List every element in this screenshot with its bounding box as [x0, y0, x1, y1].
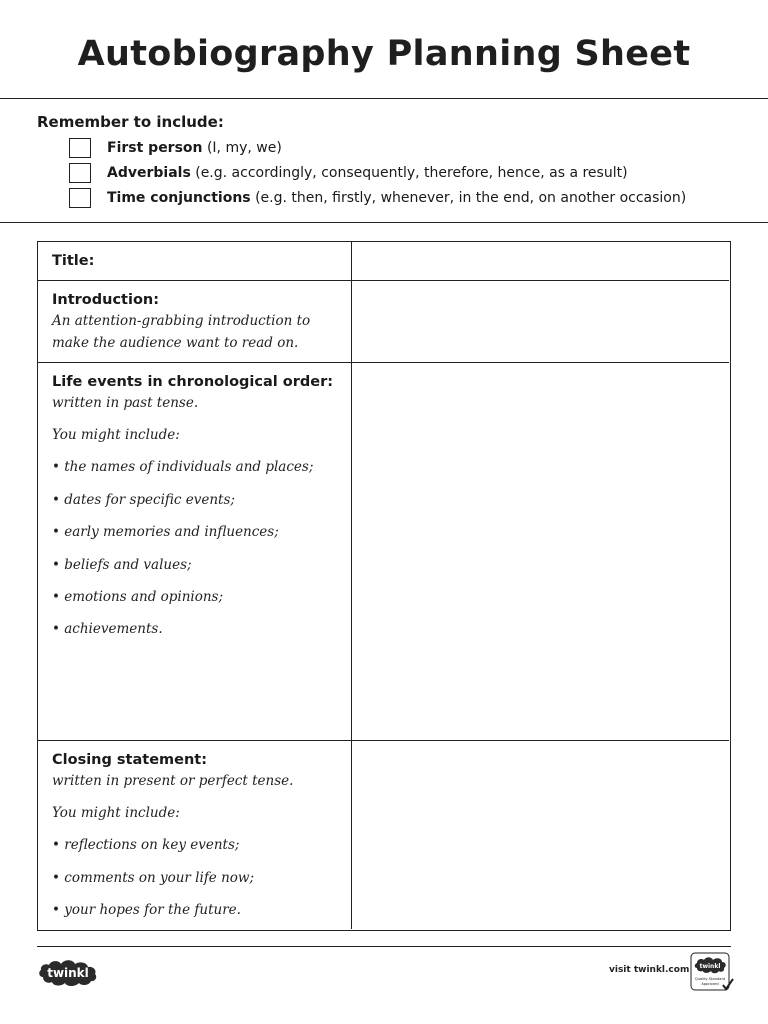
checklist-detail: (e.g. then, firstly, whenever, in the end, on another occasion) — [250, 190, 687, 206]
list-item: • early memories and influences; — [52, 524, 279, 541]
visit-link[interactable]: visit twinkl.com — [609, 965, 690, 975]
checklist-item-adverbials[interactable] — [69, 162, 628, 184]
checkbox[interactable] — [69, 138, 91, 158]
life-events-heading: Life events in chronological order: — [52, 374, 334, 390]
planning-table — [37, 241, 731, 931]
closing-heading: Closing statement: — [52, 752, 208, 768]
life-events-input-cell[interactable] — [352, 363, 729, 740]
footer-divider — [37, 946, 731, 947]
closing-sub: You might include: — [52, 805, 180, 821]
badge-bottom-text: Approved — [701, 982, 719, 986]
title-label-cell — [38, 242, 352, 280]
badge-top-text: twinkl — [699, 963, 721, 970]
introduction-heading: Introduction: — [52, 292, 160, 308]
title-label: Title: — [52, 253, 95, 269]
closing-input-cell[interactable] — [352, 741, 729, 929]
checklist-label: Time conjunctions — [107, 190, 251, 206]
introduction-label-cell — [38, 281, 352, 362]
closing-label-cell — [38, 741, 352, 929]
checkbox[interactable] — [69, 163, 91, 183]
closing-desc: written in present or perfect tense. — [52, 773, 294, 789]
list-item: • the names of individuals and places; — [52, 459, 314, 476]
list-item: • your hopes for the future. — [52, 902, 241, 919]
life-events-row — [38, 363, 729, 741]
list-item: • achievements. — [52, 621, 163, 638]
badge-bottom-text: Quality Standard — [694, 977, 726, 981]
closing-statement-row — [38, 741, 729, 929]
checklist-label: Adverbials — [107, 165, 191, 181]
life-events-sub: You might include: — [52, 427, 180, 443]
checklist-detail: (I, my, we) — [202, 140, 282, 156]
title-row — [38, 242, 729, 281]
reminder-heading: Remember to include: — [37, 113, 224, 131]
page-title: Autobiography Planning Sheet — [77, 34, 691, 74]
list-item: • comments on your life now; — [52, 869, 255, 886]
logo-text: twinkl — [47, 966, 89, 980]
list-item: • dates for specific events; — [52, 491, 235, 508]
checklist-item-first-person[interactable] — [69, 137, 282, 159]
page-header — [0, 0, 768, 99]
reminder-section — [0, 100, 768, 223]
life-events-label-cell — [38, 363, 352, 740]
list-item: • emotions and opinions; — [52, 588, 224, 605]
checkbox[interactable] — [69, 188, 91, 208]
quality-badge-icon — [690, 952, 734, 994]
checklist-item-time-conjunctions[interactable] — [69, 187, 686, 209]
checklist-label: First person — [107, 140, 203, 156]
introduction-desc-line: An attention-grabbing introduction to — [52, 313, 311, 329]
twinkl-logo — [37, 955, 99, 989]
introduction-input-cell[interactable] — [352, 281, 729, 362]
list-item: • beliefs and values; — [52, 556, 192, 573]
list-item: • reflections on key events; — [52, 837, 240, 854]
introduction-desc-line: make the audience want to read on. — [52, 335, 299, 351]
introduction-row — [38, 281, 729, 363]
checklist-detail: (e.g. accordingly, consequently, therefore, hence, as a result) — [190, 165, 628, 181]
life-events-desc: written in past tense. — [52, 395, 199, 411]
title-input-cell[interactable] — [352, 242, 729, 280]
